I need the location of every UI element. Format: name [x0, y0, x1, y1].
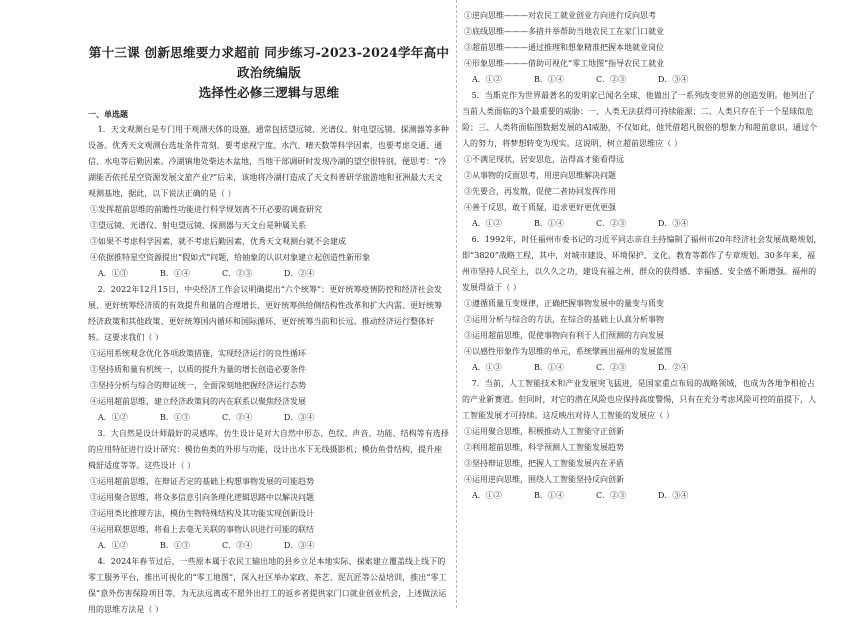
choice-c[interactable]: C．②③: [222, 269, 253, 278]
statement-option: ①不满足现状，居安思危，沾得高才能看得远: [464, 155, 624, 164]
statement-option: ③坚持辩证思维，把握人工智能发展内在矛盾: [464, 459, 624, 468]
choice-c[interactable]: C．②④: [222, 541, 253, 550]
statement-option: ③运用超前思维，促使事物向有利于人们预测的方向发展: [464, 331, 664, 340]
choice-c[interactable]: C．②③: [596, 219, 627, 228]
question-stem: 5．当斯克作为世界最著名的发明家已闻名全球，他做出了一系列改变世界的创造发明。他列出了当前人类面临的3个最重要的威胁：一、人类无法获得可持续能源；二、人类只存在于一个星球似危险；三、人类将面临图数据发展的AI威胁，不仅如此，他凭借超凡脱俗的想象力和超前意识，通过个人的努力，将梦想转变为现实。这说明，树立超前思维应（ ）: [462, 91, 818, 148]
title-line-2: 选择性必修三逻辑与思维: [198, 85, 340, 100]
statement-option: ②望远镜、光谱仪、射电望远镜、探测器与天文台是种属关系: [90, 221, 306, 230]
question-4-options: [462, 8, 822, 88]
column-divider: [456, 0, 458, 608]
answer-choices: [88, 266, 450, 282]
question-stem: 7．当前，人工智能技术和产业发展突飞猛进，是国家重点布局的战略领域，也成为各地争相抢占的产业新赛道。但同时，对它的潜在风险也应保持高度警惕，只有在充分考虑风险可控的前提下，人工智能发展才可持续。这反映出对待人工智能的发展应（ ）: [462, 379, 817, 420]
choice-c[interactable]: C．②③: [596, 75, 627, 84]
choice-d[interactable]: D．③④: [284, 541, 315, 550]
question-stem: 1．天文观测台是专门用于观测天体的设施，通常包括望远镜、光谱仪、射电望远镜、探测器等多种设备。优秀天文观测台选址条件苛刻，要考虑视宁度、水汽、晴天数等科学因素，也要考虑交通、通信、水电等后勤因素。冷湖镇地处柴达木盆地，当地干部调研时发现冷湖的望空很特别，便思考：“冷湖能否依托星空资源发展文旅产业?”后来，该地将冷湖打造成了天文科普研学旅游地和亚洲最大天文观测基地，据此，以下说法正确的是（ ）: [88, 125, 449, 198]
question-stem: 6．1992年，时任福州市委书记的习近平同志亲自主持编制了福州市20年经济社会发展战略规划，即“3820”战略工程，其中，对城市建设、环境保护、文化、教育等都作了专章规划。30多年来，福州市坚持人民至上，以久久之功，建设有福之州，群众的获得感、幸福感、安全感不断增强。福州的发展得益于（ ）: [462, 235, 822, 292]
question-1: [88, 122, 450, 282]
choice-b[interactable]: B．①④: [534, 219, 564, 228]
statement-option: ②坚持质和量有机统一，以质的提升为量的增长创造必要条件: [90, 365, 306, 374]
statement-option: ④依据推特星空资源提出“假如式”问题，给抽象的认识对象建立起创造性新形象: [90, 253, 371, 262]
statement-option: ①运用系统观念优化各项政策措施，实现经济运行的良性循环: [90, 349, 306, 358]
choice-d[interactable]: D．②④: [284, 269, 315, 278]
answer-choices: [462, 360, 822, 376]
question-stem: 3．大自然是设计师最好的灵感库。仿生设计是对大自然中形态、色纹、声音、功能、结构等有选择的应用特征进行设计研究：模仿鱼类的外形与功能，设计出水下无线摄影机；模仿鱼骨结构，提升座椅舒适度等等。这些设计（ ）: [88, 429, 449, 470]
choice-c[interactable]: C．②③: [596, 363, 627, 372]
answer-choices: [88, 410, 450, 426]
statement-option: ③超前思维———通过推理和想象精准把握本地就业岗位: [464, 43, 664, 52]
answer-choices: [462, 216, 822, 232]
choice-d[interactable]: D．③④: [658, 219, 689, 228]
choice-c[interactable]: C．②③: [596, 491, 627, 500]
choice-b[interactable]: B．①④: [160, 269, 190, 278]
choice-b[interactable]: B．①④: [534, 491, 564, 500]
statement-option: ①发挥超前思维的前瞻性功能进行科学规划离不开必要的调查研究: [90, 205, 322, 214]
statement-option: ③坚持分析与综合的辩证统一，全面深刻地把握经济运行态势: [90, 381, 306, 390]
choice-c[interactable]: C．②④: [222, 413, 253, 422]
question-7: [462, 376, 822, 504]
choice-b[interactable]: B．①④: [534, 75, 564, 84]
statement-option: ④以感性形象作为思维的单元，系统擘画出福州的发展蓝图: [464, 347, 672, 356]
question-2: [88, 282, 450, 426]
choice-a[interactable]: A．①②: [472, 491, 502, 500]
answer-choices: [88, 538, 450, 554]
choice-d[interactable]: D．③④: [658, 75, 689, 84]
statement-option: ②底线思维———多措并举帮助当地农民工在家门口就业: [464, 27, 664, 36]
statement-option: ④形象思维———借助可视化“零工地图”指导农民工就业: [464, 59, 665, 68]
answer-choices: [462, 488, 822, 504]
statement-option: ④运用逆向思维，围绕人工智能坚持反向创新: [464, 475, 624, 484]
choice-d[interactable]: D．②④: [658, 363, 689, 372]
right-column: [462, 8, 822, 504]
statement-option: ①逆向思维———对农民工就业创业方向进行反向思考: [464, 11, 656, 20]
choice-a[interactable]: A．①③: [98, 269, 128, 278]
choice-a[interactable]: A．①②: [472, 219, 502, 228]
section-heading: 一、单选题: [88, 109, 128, 119]
statement-option: ①运用超前思维，在辩证否定的基础上构想事物发展的可能趋势: [90, 477, 314, 486]
left-column: [88, 0, 450, 618]
statement-option: ②利用超前思维，科学预测人工智能发展趋势: [464, 443, 624, 452]
statement-option: ②运用聚合思维，将众多信息引向条理化逻辑思路中以解决问题: [90, 493, 314, 502]
question-4: [88, 554, 450, 618]
statement-option: ④运用联想思维，将看上去毫无关联的事物认识进行可能的联结: [90, 525, 314, 534]
choice-a[interactable]: A．①②: [98, 413, 128, 422]
statement-option: ②运用分析与综合的方法，在综合的基础上认真分析事物: [464, 315, 664, 324]
question-6: [462, 232, 822, 376]
document-title: [88, 43, 450, 103]
choice-b[interactable]: B．①③: [160, 541, 190, 550]
choice-a[interactable]: A．①②: [98, 541, 128, 550]
choice-b[interactable]: B．①④: [534, 363, 564, 372]
statement-option: ①遵循质量互变规律，正确把握事物发展中的量变与质变: [464, 299, 664, 308]
statement-option: ④运用超前思维，建立经济政策间的内在联系以聚焦经济发展: [90, 397, 306, 406]
question-stem: 4．2024年春节过后，一些原本属于农民工输出地的县乡立足本地实际，探索建立覆盖线上线下的零工服务平台，推出可视化的“零工地图”，深入社区举办家政、茶艺、泥瓦匠等公益培训，推出“零工保”意外伤害保险项目等，为无法远离或不愿外出打工的返乡者提供家门口就业创业机会，上述做法运用的思维方法是（ ）: [88, 557, 447, 614]
question-5: [462, 88, 822, 232]
choice-d[interactable]: D．③④: [658, 491, 689, 500]
statement-option: ②从事物的反面思考，用逆向思维解决问题: [464, 171, 616, 180]
statement-option: ③如果不考虑科学因素，就不考虑后勤因素，优秀天文观测台就不会建成: [90, 237, 346, 246]
choice-d[interactable]: D．③④: [284, 413, 315, 422]
question-3: [88, 426, 450, 554]
choice-a[interactable]: A．①③: [472, 363, 502, 372]
answer-choices: [462, 72, 822, 88]
title-line-1: 第十三课 创新思维要力求超前 同步练习-2023-2024学年高中政治统编版: [88, 45, 450, 80]
statement-option: ③运用类比推理方法，模仿生物特殊结构及其功能实现创新设计: [90, 509, 314, 518]
question-stem: 2．2022年12月15日，中央经济工作会议明确提出“六个统筹”：更好统筹疫情防控和经济社会发展、更好统筹经济质的有效提升和量的合理增长、更好统筹供给侧结构性改革和扩大内需、更好统筹经济政策和其他政策、更好统筹国内循环和国际循环、更好统筹当前和长远。推动经济运行整体好转。这要求我们（ ）: [88, 285, 443, 342]
statement-option: ④善于反思，敢于质疑，追求更好更优更强: [464, 203, 616, 212]
statement-option: ①运用聚合思维，积极推动人工智能守正创新: [464, 427, 624, 436]
choice-b[interactable]: B．①③: [160, 413, 190, 422]
statement-option: ③先要合，再发散，促使二者协同发挥作用: [464, 187, 616, 196]
choice-a[interactable]: A．①②: [472, 75, 502, 84]
